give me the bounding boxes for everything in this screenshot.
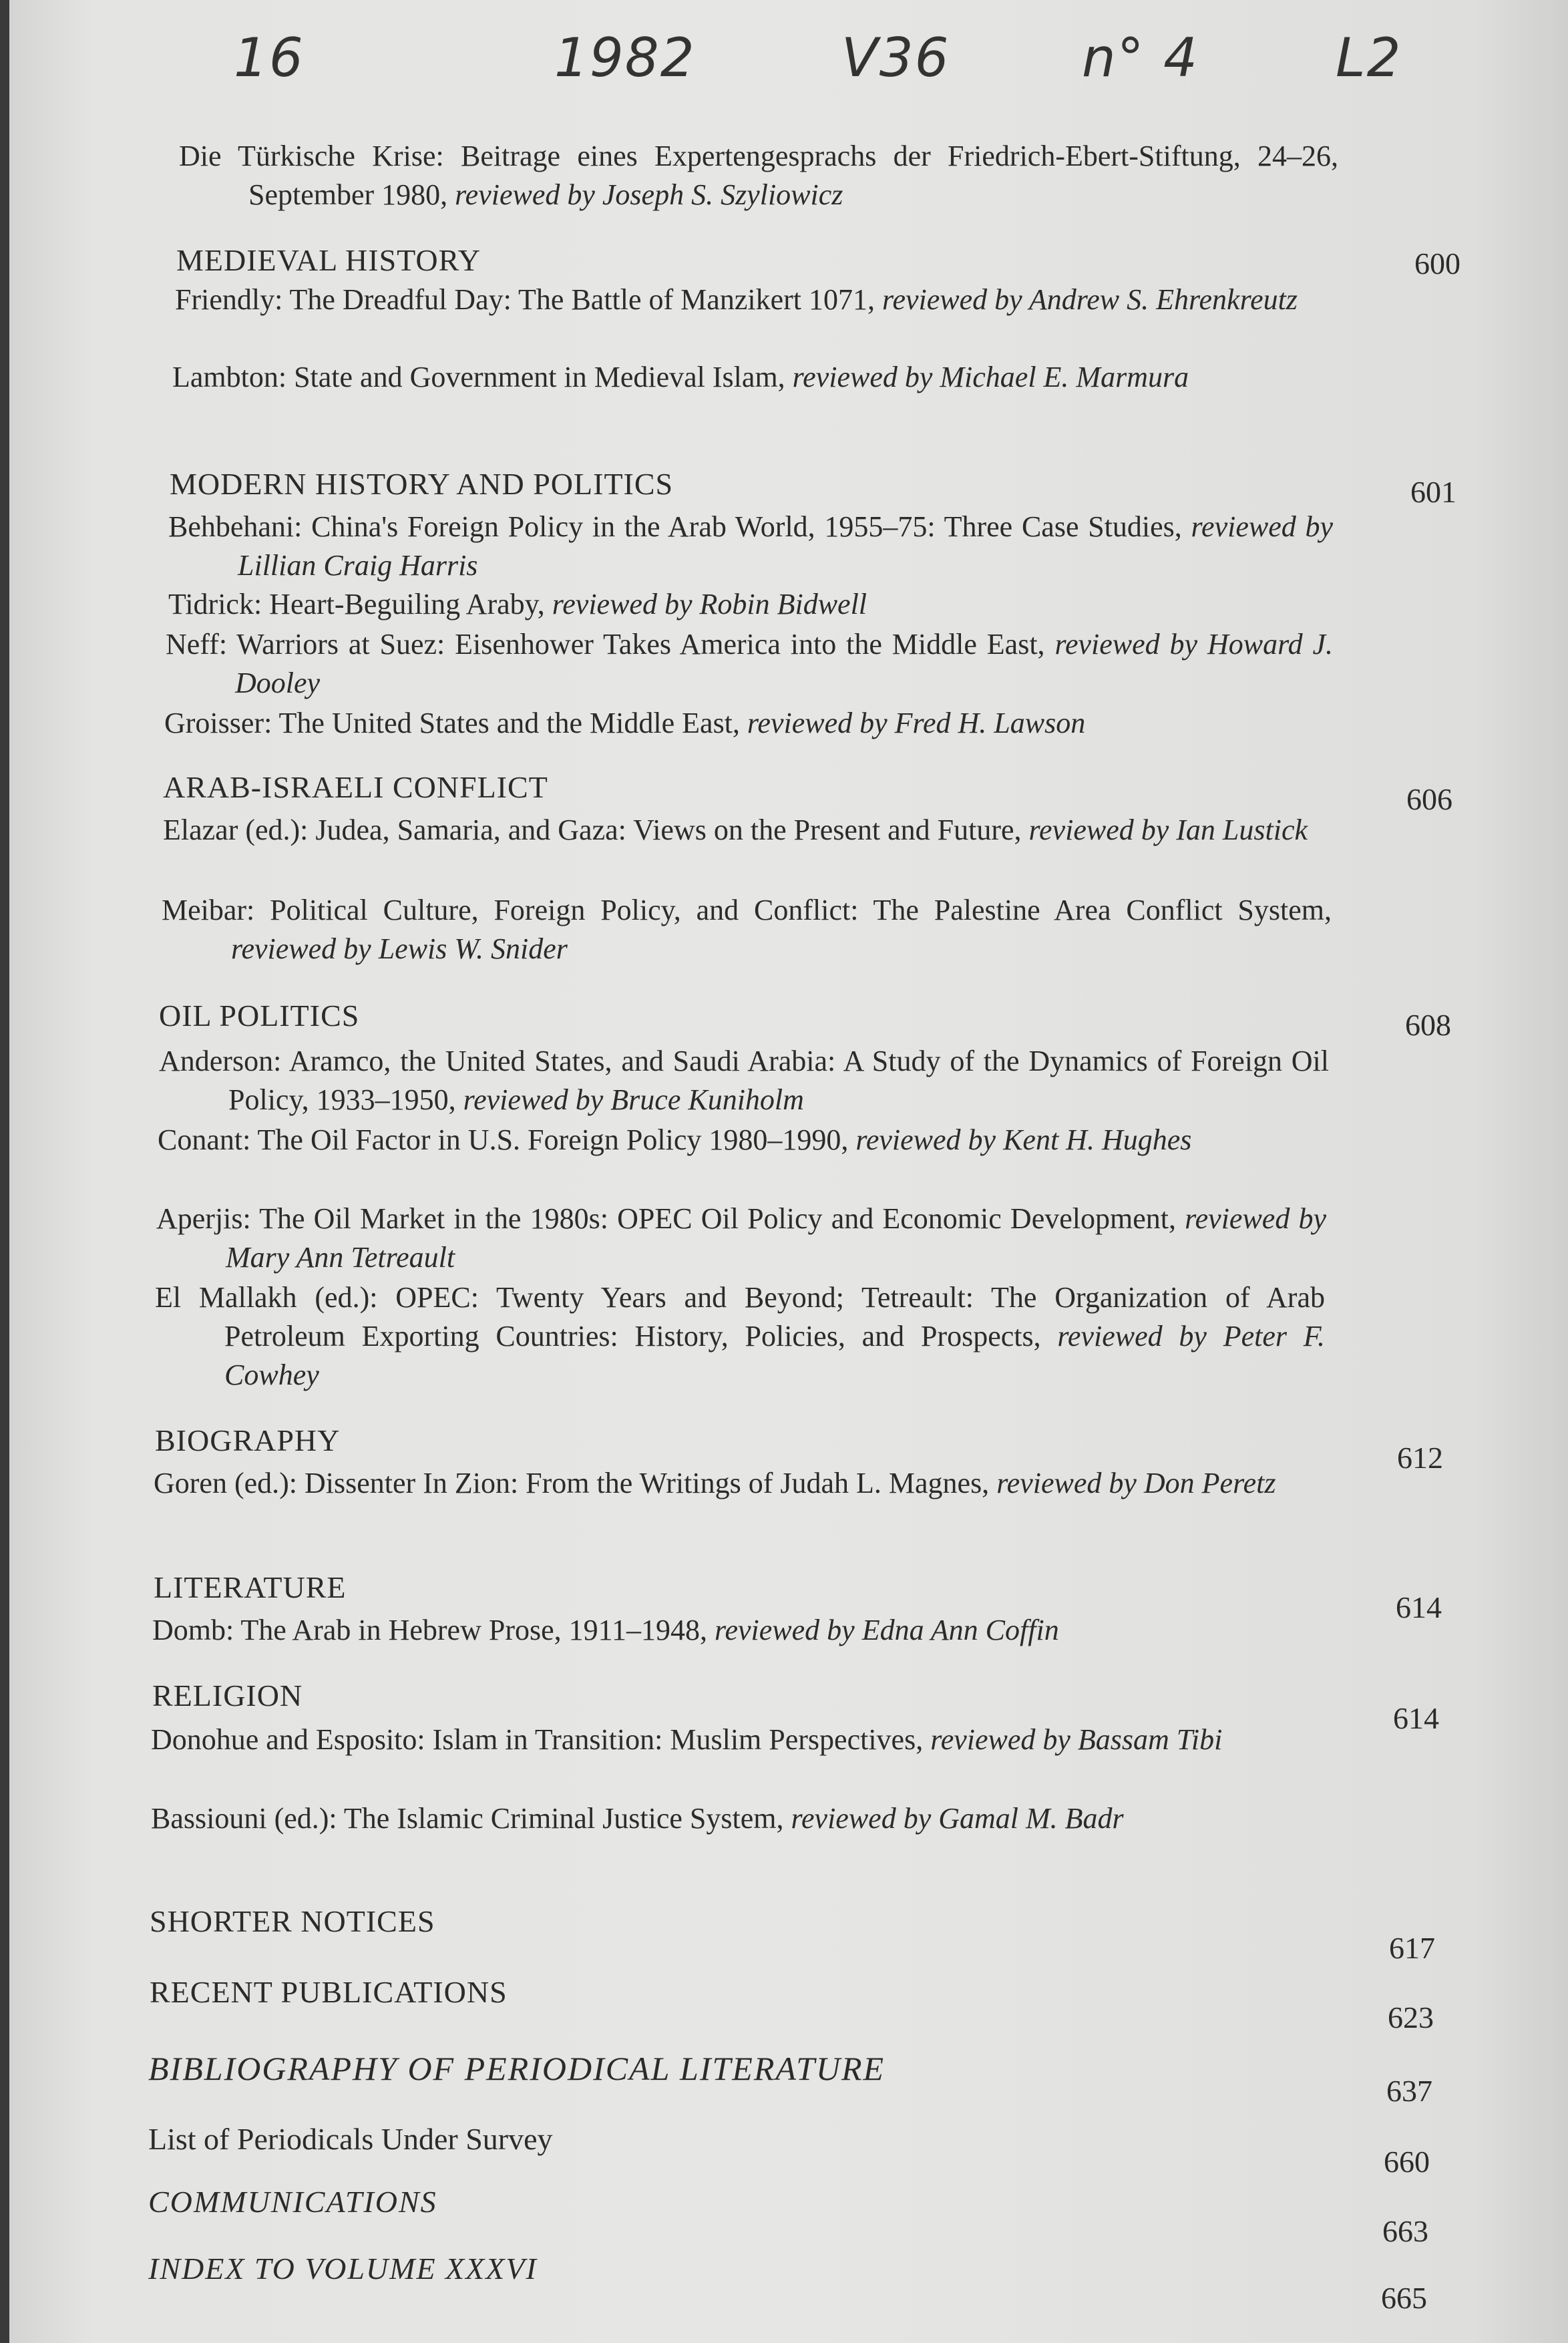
page-number: 614 — [1393, 1701, 1439, 1735]
section-heading-arab-israeli-conflict: ARAB-ISRAELI CONFLICT — [163, 770, 548, 804]
page-number: 601 — [1410, 475, 1456, 509]
toc-entry-behbehani: Behbehani: China's Foreign Policy in the Arab World, 1955–75: Three Case Studies, reviewed by Lillian Craig Harris — [168, 510, 1334, 582]
page-number: 623 — [1388, 2000, 1434, 2034]
section-heading-medieval-history: MEDIEVAL HISTORY — [176, 243, 481, 277]
toc-entry-elazar: Elazar (ed.): Judea, Samaria, and Gaza: Views on the Present and Future, reviewed by Ian Lustick — [163, 814, 1308, 846]
page-number: 663 — [1382, 2214, 1428, 2248]
handwritten-note-2: 1982 — [554, 27, 696, 89]
page-number: 612 — [1397, 1441, 1443, 1475]
toc-entry-turkische-krise: Die Türkische Krise: Beitrage eines Expertengesprachs der Friedrich-Ebert-Stiftung, 24–26, September 1980, reviewed by Joseph S. Szyliowicz — [179, 140, 1338, 211]
toc-entry-lambton: Lambton: State and Government in Medieval Islam, reviewed by Michael E. Marmura — [172, 361, 1189, 393]
toc-entry-tidrick: Tidrick: Heart-Beguiling Araby, reviewed by Robin Bidwell — [168, 588, 867, 620]
toc-entry-goren: Goren (ed.): Dissenter In Zion: From the Writings of Judah L. Magnes, reviewed by Don Peretz — [154, 1467, 1276, 1499]
toc-entry-el-mallakh: El Mallakh (ed.): OPEC: Twenty Years and Beyond; Tetreault: The Organization of Arab Petroleum Exporting Countries: History, Policies, and Prospects, reviewed by Peter F. Cowhey — [155, 1281, 1326, 1391]
page-edge-shadow — [0, 0, 9, 2343]
section-heading-oil-politics: OIL POLITICS — [159, 999, 360, 1033]
page-number: 617 — [1389, 1931, 1435, 1965]
page-number: 665 — [1381, 2281, 1427, 2315]
toc-entry-meibar: Meibar: Political Culture, Foreign Policy, and Conflict: The Palestine Area Conflict System, reviewed by Lewis W. Snider — [162, 894, 1332, 965]
handwritten-note-1: 16 — [234, 27, 305, 89]
page-number: 614 — [1396, 1590, 1442, 1624]
toc-entry-conant: Conant: The Oil Factor in U.S. Foreign Policy 1980–1990, reviewed by Kent H. Hughes — [158, 1123, 1192, 1156]
section-heading-recent-publications: RECENT PUBLICATIONS — [150, 1975, 508, 2009]
section-heading-literature: LITERATURE — [154, 1570, 347, 1604]
handwritten-note-4: n° 4 — [1082, 27, 1199, 89]
section-heading-religion: RELIGION — [152, 1678, 303, 1713]
section-heading-modern-history: MODERN HISTORY AND POLITICS — [170, 467, 674, 501]
toc-entry-aperjis: Aperjis: The Oil Market in the 1980s: OPEC Oil Policy and Economic Development, reviewed by Mary Ann Tetreault — [156, 1202, 1327, 1274]
section-heading-communications: COMMUNICATIONS — [148, 2185, 437, 2219]
toc-entry-friendly: Friendly: The Dreadful Day: The Battle of Manzikert 1071, reviewed by Andrew S. Ehrenkreutz — [175, 283, 1298, 316]
toc-entry-bassiouni: Bassiouni (ed.): The Islamic Criminal Justice System, reviewed by Gamal M. Badr — [151, 1802, 1124, 1835]
toc-entry-domb: Domb: The Arab in Hebrew Prose, 1911–1948, reviewed by Edna Ann Coffin — [152, 1614, 1059, 1646]
page-number: 606 — [1406, 782, 1452, 816]
toc-entry-anderson: Anderson: Aramco, the United States, and Saudi Arabia: A Study of the Dynamics of Foreign Oil Policy, 1933–1950, reviewed by Bruce Kuniholm — [159, 1045, 1329, 1116]
toc-entry-neff: Neff: Warriors at Suez: Eisenhower Takes America into the Middle East, reviewed by Howard J. Dooley — [166, 628, 1334, 699]
page-number: 600 — [1414, 246, 1460, 281]
page-number: 608 — [1405, 1008, 1451, 1042]
page-number: 637 — [1386, 2074, 1432, 2108]
section-heading-shorter-notices: SHORTER NOTICES — [150, 1904, 435, 1938]
toc-entry-groisser: Groisser: The United States and the Middle East, reviewed by Fred H. Lawson — [164, 707, 1086, 739]
handwritten-note-5: L2 — [1336, 27, 1402, 89]
toc-entry-donohue-esposito: Donohue and Esposito: Islam in Transition: Muslim Perspectives, reviewed by Bassam Tibi — [151, 1723, 1223, 1756]
section-heading-biography: BIOGRAPHY — [155, 1423, 341, 1457]
section-heading-bibliography: BIBLIOGRAPHY OF PERIODICAL LITERATURE — [148, 2050, 886, 2087]
page-number: 660 — [1384, 2145, 1430, 2179]
handwritten-note-3: V36 — [841, 27, 950, 89]
section-heading-index: INDEX TO VOLUME XXXVI — [148, 2251, 538, 2286]
section-heading-list-of-periodicals: List of Periodicals Under Survey — [148, 2122, 553, 2156]
